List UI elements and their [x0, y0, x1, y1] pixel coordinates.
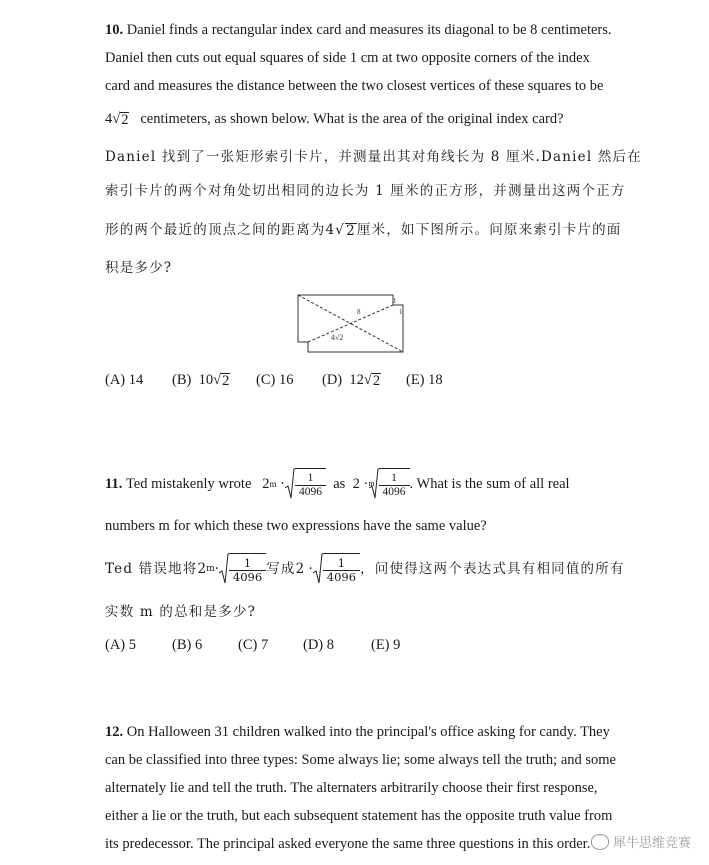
- q10-cn-line-2: 索引卡片的两个对角处切出相同的边长为 1 厘米的正方形，并测量出这两个正方: [105, 183, 626, 199]
- watermark: [591, 832, 691, 851]
- cn-expr-2: 2 · $\frac{1}{4096}$: [296, 553, 360, 585]
- as-word: as: [333, 476, 346, 492]
- q10-cn-line-1: Daniel 找到了一张矩形索引卡片，并测量出其对角线长为 8 厘米.Daniel 然后在: [105, 149, 642, 165]
- cn-text: 形的两个最近的顶点之间的距离为: [105, 222, 326, 238]
- choice-d: (D) 8: [303, 637, 335, 653]
- q12-line-5: its predecessor. The principal asked everyone the same three questions in this order.: [105, 836, 591, 852]
- q10-text-4: centimeters, as shown below. What is the area of the original index card?: [140, 111, 564, 127]
- choice-b: (B) 10√ 2: [172, 372, 230, 389]
- coef: 4: [325, 222, 336, 238]
- q12-text-1: On Halloween 31 children walked into the principal's office asking for candy. They: [126, 724, 610, 740]
- choice-e: (E) 18: [406, 372, 443, 388]
- label-side-1a: 1: [393, 297, 397, 305]
- q11-cn-line-2: 实数 m 的总和是多少?: [105, 604, 257, 620]
- watermark-text: 犀牛思维竞赛: [612, 836, 691, 851]
- q10-line-1: [105, 20, 612, 40]
- q10-text-1: Daniel finds a rectangular index card and measures its diagonal to be 8 centimeters.: [126, 22, 612, 38]
- q12-line-3: alternately lie and tell the truth. The alternaters arbitrarily choose their first response,: [105, 780, 598, 796]
- q11-line-2: numbers m for which these two expressions have the same value?: [105, 518, 487, 534]
- q12-line-2: can be classified into three types: Some always lie; some always tell the truth; and some: [105, 752, 616, 768]
- choice-e: (E) 9: [371, 637, 401, 653]
- q12-line-4: either a lie or the truth, but each subsequent statement has the opposite truth value from: [105, 808, 613, 824]
- choice-c: (C) 7: [238, 637, 269, 653]
- q10-cn-line-4: 积是多少?: [105, 260, 173, 276]
- coef: 4: [105, 111, 113, 127]
- q11-cn-line-1: [105, 553, 625, 585]
- q10-line-4: [105, 109, 564, 129]
- cn-expr-1: 2 m · $\frac{1}{4096}$: [197, 553, 266, 585]
- q10-line-3: card and measures the distance between the two closest vertices of these squares to be: [105, 78, 604, 94]
- choice-c: (C) 16: [256, 372, 294, 388]
- q12-number: 12.: [105, 724, 124, 740]
- wechat-icon: [591, 834, 609, 850]
- index-card-figure: [295, 292, 413, 354]
- sqrt-symbol: √ 2: [335, 222, 356, 239]
- choice-a: (A) 5: [105, 637, 137, 653]
- q10-cn-line-3: [105, 220, 622, 240]
- q10-choices: [105, 372, 443, 389]
- choice-d: (D) 12√ 2: [322, 372, 381, 389]
- sqrt-symbol: √ 2: [112, 111, 129, 128]
- q11-line-1: [105, 468, 570, 500]
- cn-text: Ted 错误地将: [105, 561, 198, 577]
- q11-number: 11.: [105, 476, 123, 492]
- choice-a: (A) 14: [105, 372, 144, 388]
- label-8: 8: [357, 308, 361, 316]
- cn-text: ，问使得这两个表达式具有相同值的所有: [360, 561, 625, 577]
- label-4root2: 4√2: [331, 333, 344, 342]
- expr-2: 2 · m $\frac{1}{4096}$: [353, 468, 410, 500]
- q10-line-2: Daniel then cuts out equal squares of side 1 cm at two opposite corners of the index: [105, 50, 590, 66]
- q11-text-1b: . What is the sum of all real: [409, 476, 570, 492]
- diagonal-4root2: [308, 305, 393, 342]
- cn-text: 写成: [266, 561, 296, 577]
- expr-1: 2 m · $\frac{1}{4096}$: [262, 468, 326, 500]
- label-side-1b: 1: [399, 308, 403, 316]
- q12-line-1: [105, 722, 610, 742]
- choice-b: (B) 6: [172, 637, 203, 653]
- q11-text-1: Ted mistakenly wrote: [125, 476, 252, 492]
- cn-text: 厘米，如下图所示。问原来索引卡片的面: [356, 222, 622, 238]
- q11-choices: [105, 637, 400, 654]
- q10-number: 10.: [105, 22, 124, 38]
